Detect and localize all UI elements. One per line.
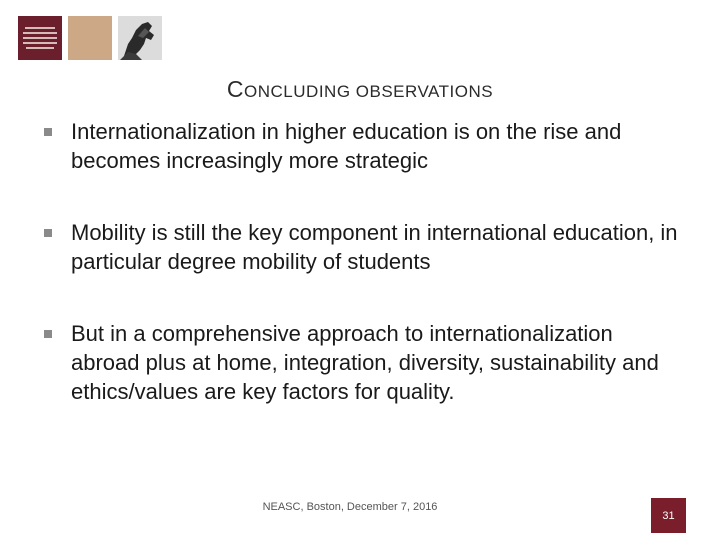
- statue-image-icon: [118, 16, 162, 60]
- bullet-text: Internationalization in higher education is on the rise and becomes increasingly more strategic: [71, 119, 622, 173]
- bullet-text: Mobility is still the key component in international education, in particular degree mobility of students: [71, 220, 678, 274]
- square-bullet-icon: [44, 330, 52, 338]
- bullet-list: [44, 117, 684, 406]
- logo-text-line: [23, 32, 57, 34]
- slide-footer: NEASC, Boston, December 7, 2016: [262, 501, 438, 513]
- bullet-item: [44, 117, 684, 175]
- bullet-item: [44, 319, 684, 406]
- title-rest: ONCLUDING OBSERVATIONS: [244, 82, 494, 101]
- title-initial: C: [226, 76, 245, 102]
- bullet-item: [44, 218, 684, 276]
- slide-title: [0, 76, 720, 103]
- statue-photo: [118, 16, 162, 60]
- decorative-tan-block: [68, 16, 112, 60]
- square-bullet-icon: [44, 229, 52, 237]
- page-number-badge: 31: [651, 498, 686, 533]
- bullet-text: But in a comprehensive approach to internationalization abroad plus at home, integration, diversity, sustainability and ethics/values are key factors for quality.: [71, 321, 659, 404]
- logo-text-line: [26, 47, 54, 49]
- square-bullet-icon: [44, 128, 52, 136]
- logo-text-line: [25, 27, 55, 29]
- logo-text-line: [23, 37, 57, 39]
- logo-text-line: [23, 42, 57, 44]
- institution-logo: [18, 16, 62, 60]
